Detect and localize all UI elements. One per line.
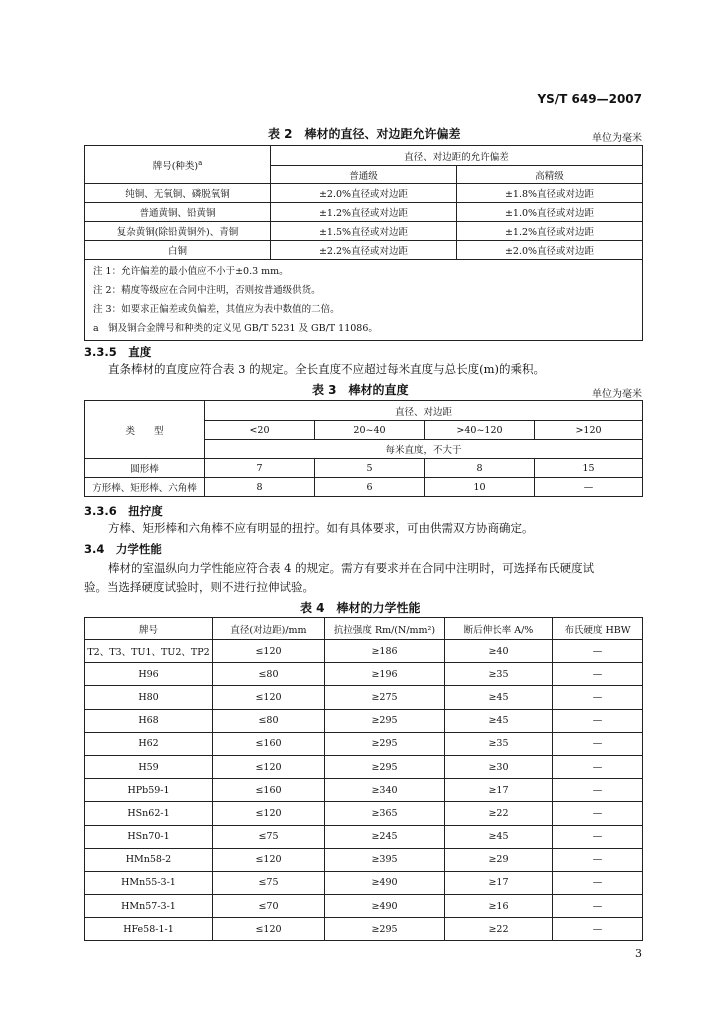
table4-cell: —: [553, 918, 643, 941]
table3-range: >40~120: [425, 421, 535, 440]
table2-note-3: 注 3：如要求正偏差或负偏差，其值应为表中数值的二倍。: [93, 304, 340, 315]
table4-cell: H80: [85, 686, 213, 709]
table4-cell: HMn55-3-1: [85, 871, 213, 894]
table3-head-type: 类 型: [85, 401, 205, 459]
table-row: [85, 686, 643, 709]
table-row: [85, 895, 643, 918]
table-row: [85, 779, 643, 802]
table4-cell: ≥30: [445, 755, 553, 778]
table4-cell: ≥395: [325, 848, 445, 871]
table4-cell: HMn58-2: [85, 848, 213, 871]
table4-cell: —: [553, 663, 643, 686]
table4-cell: T2、T3、TU1、TU2、TP2: [85, 640, 213, 663]
table-row: [85, 709, 643, 732]
table4-cell: H68: [85, 709, 213, 732]
table4-cell: ≥245: [325, 825, 445, 848]
table4-cell: ≥40: [445, 640, 553, 663]
table4-cell: —: [553, 848, 643, 871]
table4-cell: ≥340: [325, 779, 445, 802]
table4-cell: ≤120: [213, 918, 325, 941]
table4-cell: ≥35: [445, 663, 553, 686]
table2-head-brand: 牌号(种类)$^a$: [85, 146, 271, 184]
table4-cell: ≥22: [445, 802, 553, 825]
table-row: [85, 663, 643, 686]
table4-cell: ≤120: [213, 848, 325, 871]
table4-cell: ≥186: [325, 640, 445, 663]
table4: [84, 617, 643, 941]
table2-note-2: 注 2：精度等级应在合同中注明，否则按普通级供货。: [93, 285, 321, 296]
table4-cell: HSn70-1: [85, 825, 213, 848]
table-row: [85, 918, 643, 941]
table4-cell: ≤160: [213, 779, 325, 802]
table4-cell: H62: [85, 732, 213, 755]
section-3-4-title: 3.4 力学性能: [84, 542, 162, 556]
table3-range: >120: [535, 421, 643, 440]
table4-cell: ≤80: [213, 709, 325, 732]
table-row: [85, 848, 643, 871]
table-row: [85, 732, 643, 755]
table-row: 复杂黄铜(除铅黄铜外)、青铜 ±1.5%直径或对边距 ±1.2%直径或对边距: [85, 222, 643, 241]
table4-cell: ≥45: [445, 709, 553, 732]
table2-note-a: a 铜及铜合金牌号和种类的定义见 GB/T 5231 及 GB/T 11086。: [93, 323, 378, 334]
table2: [84, 145, 643, 341]
table-row: 白铜 ±2.2%直径或对边距 ±2.0%直径或对边距: [85, 241, 643, 260]
section-3-3-6-title: 3.3.6 扭拧度: [84, 504, 163, 518]
table3: [84, 400, 643, 497]
table4-cell: —: [553, 640, 643, 663]
table4-cell: ≤120: [213, 802, 325, 825]
table4-head-diameter: 直径(对边距)/mm: [213, 618, 325, 640]
table4-cell: ≥16: [445, 895, 553, 918]
table4-cell: —: [553, 825, 643, 848]
table3-head-group: 直径、对边距: [205, 401, 643, 421]
table4-cell: ≥35: [445, 732, 553, 755]
table4-cell: ≥29: [445, 848, 553, 871]
table-row: 普通黄铜、铅黄铜 ±1.2%直径或对边距 ±1.0%直径或对边距: [85, 203, 643, 222]
page-number: 3: [635, 947, 642, 960]
table4-cell: HFe58-1-1: [85, 918, 213, 941]
table4-cell: ≤160: [213, 732, 325, 755]
table4-cell: HMn57-3-1: [85, 895, 213, 918]
section-3-3-6-text: 方棒、矩形棒和六角棒不应有明显的扭拧。如有具体要求，可由供需双方协商确定。: [108, 521, 534, 535]
table4-cell: —: [553, 686, 643, 709]
table2-head-group: 直径、对边距的允许偏差: [271, 146, 643, 166]
table4-head-strength: 抗拉强度 Rm/(N/mm²): [325, 618, 445, 640]
table4-head-brand: 牌号: [85, 618, 213, 640]
table4-cell: ≥365: [325, 802, 445, 825]
section-3-4-text-2: 验。当选择硬度试验时，则不进行拉伸试验。: [84, 580, 314, 594]
table4-cell: ≥490: [325, 895, 445, 918]
table4-cell: —: [553, 709, 643, 732]
table4-cell: —: [553, 755, 643, 778]
table4-cell: ≤75: [213, 871, 325, 894]
table4-cell: ≤80: [213, 663, 325, 686]
table4-cell: HSn62-1: [85, 802, 213, 825]
table4-caption: 表 4 棒材的力学性能: [300, 601, 421, 615]
standard-number: YS/T 649—2007: [537, 92, 642, 106]
table4-cell: —: [553, 802, 643, 825]
table2-note-1: 注 1：允许偏差的最小值应不小于±0.3 mm。: [93, 266, 289, 277]
table4-cell: ≤120: [213, 640, 325, 663]
table-row: [85, 640, 643, 663]
section-3-3-5-text: 直条棒材的直度应符合表 3 的规定。全长直度不应超过每米直度与总长度(m)的乘积。: [108, 362, 546, 376]
section-3-3-5-title: 3.3.5 直度: [84, 345, 152, 359]
table4-head-elongation: 断后伸长率 A/%: [445, 618, 553, 640]
table4-cell: ≤120: [213, 755, 325, 778]
table4-cell: ≥275: [325, 686, 445, 709]
table4-cell: ≥295: [325, 755, 445, 778]
table4-cell: ≥45: [445, 825, 553, 848]
table4-cell: ≥17: [445, 871, 553, 894]
table4-cell: ≤70: [213, 895, 325, 918]
table4-cell: ≥22: [445, 918, 553, 941]
table2-notes: [85, 260, 643, 341]
table4-cell: ≥17: [445, 779, 553, 802]
table2-unit: 单位为毫米: [592, 133, 642, 144]
table-row: 纯铜、无氧铜、磷脱氧铜 ±2.0%直径或对边距 ±1.8%直径或对边距: [85, 184, 643, 203]
table4-cell: ≥295: [325, 709, 445, 732]
table4-cell: —: [553, 779, 643, 802]
table4-cell: ≥45: [445, 686, 553, 709]
table4-cell: —: [553, 871, 643, 894]
table4-cell: ≥295: [325, 918, 445, 941]
table4-cell: —: [553, 732, 643, 755]
table3-range: <20: [205, 421, 315, 440]
table4-cell: H59: [85, 755, 213, 778]
section-3-4-text-1: 棒材的室温纵向力学性能应符合表 4 的规定。需方有要求并在合同中注明时，可选择布氏硬度试: [108, 561, 595, 575]
table3-caption: 表 3 棒材的直度: [312, 383, 409, 397]
table-row: [85, 825, 643, 848]
table4-cell: ≥490: [325, 871, 445, 894]
table4-cell: ≤120: [213, 686, 325, 709]
table2-head-precise: 高精级: [457, 166, 643, 184]
table4-cell: ≤75: [213, 825, 325, 848]
table-row: [85, 755, 643, 778]
table4-cell: H96: [85, 663, 213, 686]
table2-head-normal: 普通级: [271, 166, 457, 184]
table3-sub-head: 每米直度，不大于: [205, 440, 643, 459]
table4-cell: HPb59-1: [85, 779, 213, 802]
table-row: [85, 871, 643, 894]
table-row: [85, 802, 643, 825]
table4-cell: ≥295: [325, 732, 445, 755]
table-row: 方形棒、矩形棒、六角棒 8 6 10 —: [85, 478, 643, 497]
table2-caption: 表 2 棒材的直径、对边距允许偏差: [268, 127, 461, 141]
table4-cell: ≥196: [325, 663, 445, 686]
table3-range: 20~40: [315, 421, 425, 440]
table4-head-hardness: 布氏硬度 HBW: [553, 618, 643, 640]
table4-cell: —: [553, 895, 643, 918]
table-row: 圆形棒 7 5 8 15: [85, 459, 643, 478]
table3-unit: 单位为毫米: [592, 389, 642, 400]
